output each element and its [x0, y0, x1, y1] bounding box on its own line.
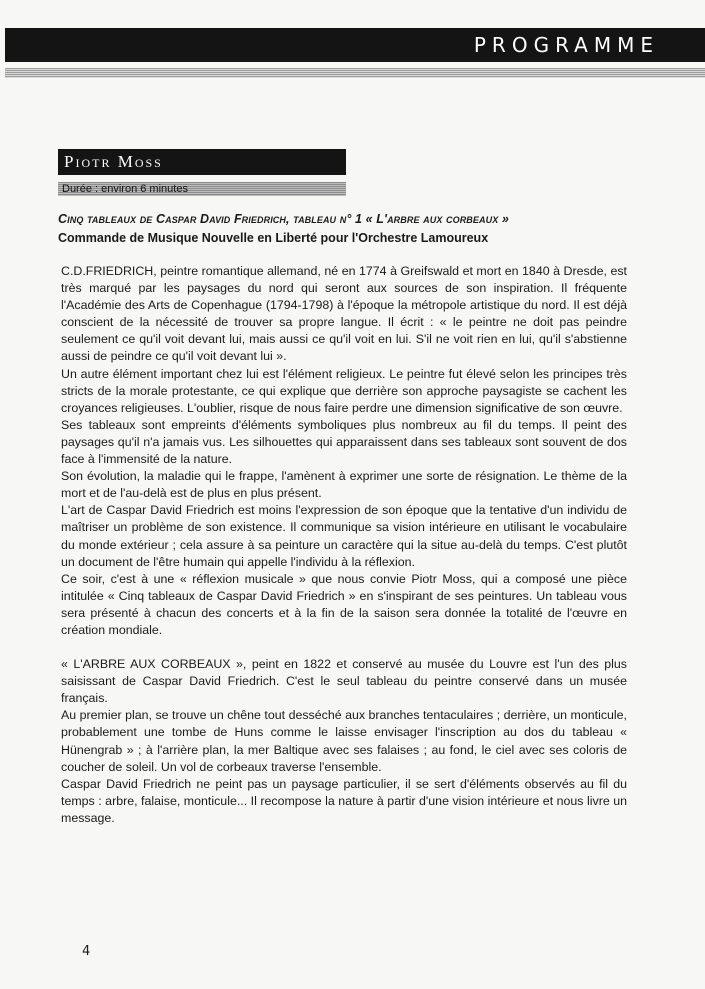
paragraph: Ce soir, c'est à une « réflexion musicale » que nous convie Piotr Moss, qui a composé une pièce intitulée « Cinq tableaux de Caspar David Friedrich » en s'inspirant de ses peintures. Un tableau vous sera présenté à chacun des concerts et à la fin de la saison sera donnée la totalité de l'œuvre en création mondiale.: [61, 571, 627, 637]
header-stripe: [5, 68, 705, 78]
paragraph: « L'ARBRE AUX CORBEAUX », peint en 1822 et conservé au musée du Louvre est l'un des plus saisissant de Caspar David Friedrich. C'est le seul tableau du peintre conservé dans un musée français.: [61, 657, 627, 706]
paragraph: Au premier plan, se trouve un chêne tout desséché aux branches tentaculaires ; derrière, un monticule, probablement une tombe de Huns comme le laisse envisager l'inscription au dos du tableau « Hünengrab » ; à l'arrière plan, la mer Baltique avec ses falaises ; au fond, le ciel avec ses coloris de coucher de soleil. Un vol de corbeaux traverse l'ensemble.: [61, 708, 627, 774]
duration-bar: [58, 182, 346, 196]
paragraph: Ses tableaux sont empreints d'éléments symboliques plus nombreux au fil du temps. Il peint des paysages qu'il n'a jamais vus. Les silhouettes qui apparaissent dans ses tableaux sont souvent de dos face à l'immensité de la nature.: [61, 417, 627, 467]
paragraph: Un autre élément important chez lui est l'élément religieux. Le peintre fut élevé selon les principes très stricts de la morale protestante, ce qui explique que derrière son approche paysagiste se cachent les croyances religieuses. L'oublier, risque de nous faire perdre une dimension significative de son œuvre.: [61, 366, 627, 415]
commission-line: Commande de Musique Nouvelle en Liberté pour l'Orchestre Lamoureux: [58, 231, 489, 245]
paragraph: C.D.FRIEDRICH, peintre romantique allemand, né en 1774 à Greifswald et mort en 1840 à Dresde, est très marqué par les paysages du nord qui seront aux sources de son inspiration. Il fréquente l'Académie des Arts de Copenhague (1794-1798) à l'époque la métropole artistique du nord. Il est déjà conscient de la nécessité de trouver sa propre langue. Il écrit : « le peintre ne doit pas peindre seulement ce qu'il voit devant lui, mais aussi ce qu'il voit en lui. S'il ne voit rien en lui, qu'il s'abstienne aussi de peindre ce qu'il voit devant lui ».: [61, 264, 627, 364]
composer-bar: [58, 149, 346, 175]
page-title: PROGRAMME: [473, 33, 659, 57]
composer-name: Piotr Moss: [64, 152, 163, 171]
duration-text: Durée : environ 6 minutes: [62, 183, 188, 195]
header-title-bar: [5, 28, 705, 62]
work-title: Cinq tableaux de Caspar David Friedrich, tableau n° 1 « L'arbre aux corbeaux »: [58, 212, 509, 226]
paragraph: L'art de Caspar David Friedrich est moins l'expression de son époque que la tentative d'un individu de maîtriser un problème de son existence. Il communique sa vision intérieure en utilisant le vocabulaire du monde extérieur ; cela assure à sa peinture un caractère qui la situe au-delà du temps. C'est plutôt un document de l'être humain qui appelle l'individu à la réflexion.: [61, 503, 627, 569]
paragraph: Son évolution, la maladie qui le frappe, l'amènent à exprimer une sorte de résignation. Le thème de la mort et de l'au-delà est de plus en plus présent.: [61, 469, 627, 501]
body-text: [61, 263, 627, 827]
paragraph: Caspar David Friedrich ne peint pas un paysage particulier, il se sert d'éléments observés au fil du temps : arbre, falaise, monticule... Il recompose la nature à partir d'une vision intérieure et nous livre un message.: [61, 776, 627, 825]
page-number: 4: [82, 944, 91, 959]
